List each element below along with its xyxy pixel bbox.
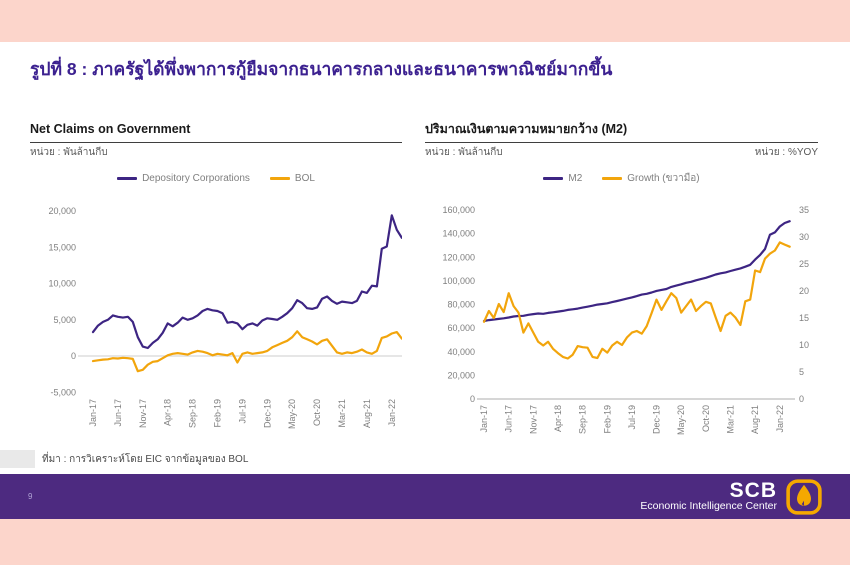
svg-text:Dec-19: Dec-19	[651, 405, 662, 435]
svg-text:Nov-17: Nov-17	[528, 405, 539, 435]
source-left-gray-box	[0, 450, 35, 468]
unit-label-left: หน่วย : พันล้านกีบ	[425, 147, 503, 158]
svg-text:Oct-20: Oct-20	[312, 399, 323, 427]
svg-text:Oct-20: Oct-20	[700, 405, 711, 433]
svg-text:Feb-19: Feb-19	[602, 405, 613, 434]
unit-label-right: หน่วย : %YOY	[754, 147, 818, 158]
unit-label-left: หน่วย : พันล้านกีบ	[30, 147, 108, 158]
svg-text:40,000: 40,000	[447, 346, 475, 357]
svg-text:20,000: 20,000	[447, 370, 475, 381]
svg-text:5,000: 5,000	[53, 314, 76, 325]
svg-text:Apr-18: Apr-18	[552, 405, 563, 433]
chart-title-net-claims: Net Claims on Government	[30, 121, 402, 143]
svg-text:0: 0	[799, 394, 805, 404]
svg-text:Aug-21: Aug-21	[361, 399, 372, 429]
legend-swatch-purple	[543, 177, 563, 180]
legend-net-claims	[30, 172, 402, 185]
svg-text:0: 0	[70, 351, 76, 361]
scb-logo	[640, 479, 822, 515]
svg-text:5: 5	[799, 367, 805, 377]
svg-text:140,000: 140,000	[442, 228, 475, 239]
svg-text:160,000: 160,000	[442, 205, 475, 215]
svg-text:Jul-19: Jul-19	[626, 405, 637, 430]
legend-label: Growth (ขวามือ)	[627, 173, 700, 184]
line-chart-m2	[425, 189, 818, 447]
page-title: รูปที่ 8 : ภาครัฐได้พึ่งพาการกู้ยืมจากธนาคารกลางและธนาคารพาณิชย์มากขึ้น	[30, 59, 613, 79]
svg-text:Mar-21: Mar-21	[725, 405, 736, 434]
svg-text:60,000: 60,000	[447, 323, 475, 334]
scb-logo-text	[640, 481, 777, 512]
svg-text:10,000: 10,000	[48, 278, 76, 289]
brand-name: SCB	[729, 479, 777, 502]
svg-text:30: 30	[799, 232, 810, 242]
svg-text:0: 0	[469, 394, 475, 404]
svg-text:Feb-19: Feb-19	[212, 399, 223, 428]
legend-swatch-purple	[117, 177, 137, 180]
legend-label: M2	[568, 173, 583, 184]
legend-item-bol	[270, 173, 315, 184]
svg-text:Mar-21: Mar-21	[337, 399, 347, 428]
svg-text:100,000: 100,000	[442, 275, 475, 286]
legend-label: Depository Corporations	[142, 173, 250, 184]
svg-text:80,000: 80,000	[447, 299, 475, 310]
legend-swatch-orange	[602, 177, 622, 180]
chart-block-net-claims	[30, 121, 402, 447]
footer-bar	[0, 474, 850, 519]
svg-text:May-20: May-20	[676, 405, 687, 436]
svg-text:15,000: 15,000	[48, 242, 76, 253]
svg-text:-5,000: -5,000	[50, 387, 76, 398]
svg-text:10: 10	[799, 340, 810, 350]
unit-row	[30, 146, 402, 159]
chart-block-m2	[425, 121, 818, 447]
scb-leaf-icon	[786, 479, 822, 515]
svg-text:Jan-22: Jan-22	[774, 405, 785, 433]
svg-text:Apr-18: Apr-18	[162, 399, 173, 427]
svg-text:Aug-21: Aug-21	[750, 405, 761, 435]
unit-row	[425, 146, 818, 159]
svg-text:35: 35	[799, 205, 810, 215]
legend-item-depository	[117, 173, 250, 184]
bottom-pink-strip	[0, 519, 850, 565]
svg-text:Jan-17: Jan-17	[479, 405, 489, 433]
legend-item-m2	[543, 173, 582, 184]
svg-text:Sep-18: Sep-18	[577, 405, 588, 435]
svg-text:Nov-17: Nov-17	[137, 399, 148, 429]
chart-title-m2: ปริมาณเงินตามความหมายกว้าง (M2)	[425, 121, 818, 143]
legend-item-growth	[602, 171, 699, 186]
svg-text:Jun-17: Jun-17	[112, 399, 123, 427]
svg-text:Jul-19: Jul-19	[237, 399, 248, 424]
line-chart-net-claims	[30, 189, 402, 447]
svg-text:Jan-17: Jan-17	[88, 399, 98, 427]
svg-text:May-20: May-20	[287, 399, 298, 430]
svg-text:25: 25	[799, 259, 810, 269]
svg-text:Sep-18: Sep-18	[187, 399, 198, 429]
svg-text:20: 20	[799, 286, 810, 296]
svg-text:15: 15	[799, 313, 810, 323]
source-note: ที่มา : การวิเคราะห์โดย EIC จากข้อมูลของ BOL	[42, 454, 249, 465]
svg-text:20,000: 20,000	[48, 206, 76, 216]
svg-text:Jan-22: Jan-22	[386, 399, 397, 427]
legend-label: BOL	[294, 173, 315, 184]
top-pink-strip	[0, 0, 850, 42]
page-number: 9	[28, 492, 33, 501]
svg-text:Jun-17: Jun-17	[503, 405, 514, 433]
svg-text:Dec-19: Dec-19	[262, 399, 273, 429]
svg-text:120,000: 120,000	[442, 252, 475, 263]
legend-swatch-orange	[270, 177, 290, 180]
legend-m2	[425, 172, 818, 185]
brand-subtitle: Economic Intelligence Center	[640, 500, 777, 512]
